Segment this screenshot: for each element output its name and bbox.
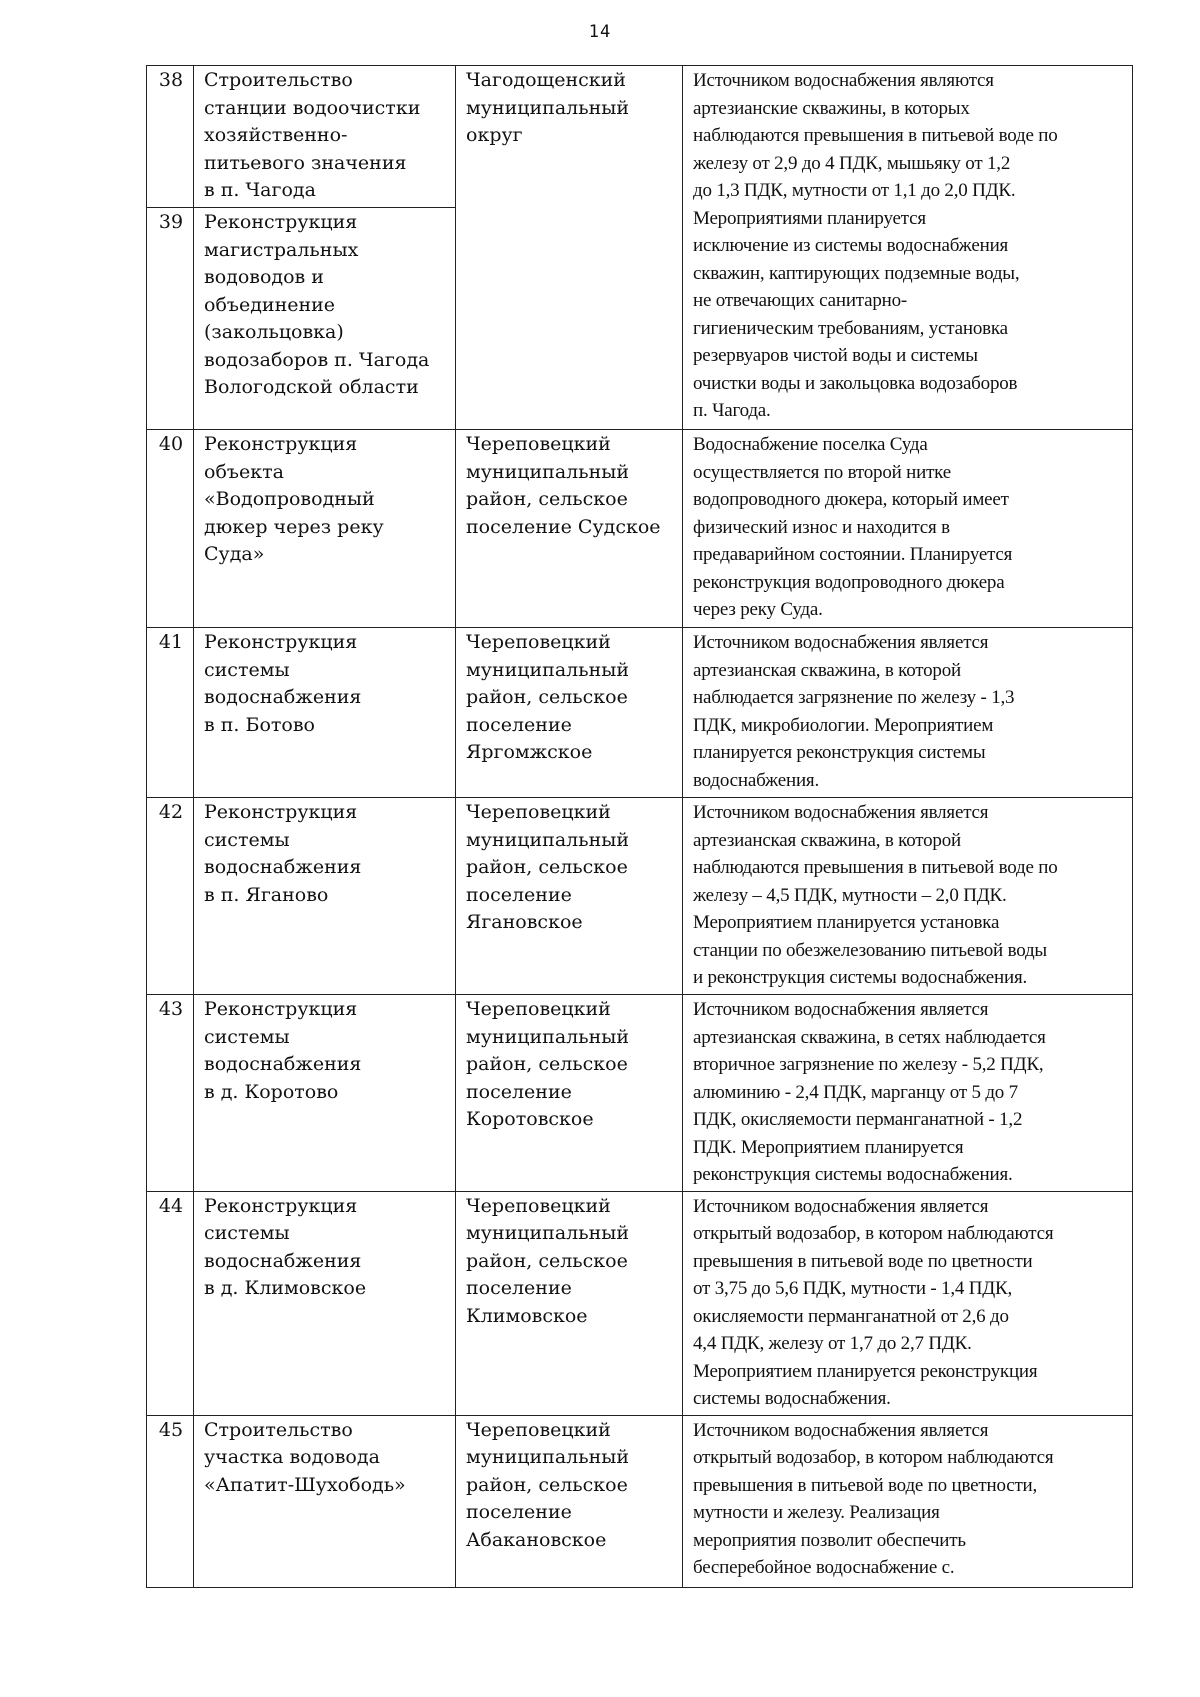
table-row bbox=[147, 995, 1133, 1192]
cell-line: «Водопроводный bbox=[204, 488, 375, 510]
cell-line: наблюдаются превышения в питьевой воде по bbox=[693, 857, 1058, 878]
cell-line: Источником водоснабжения являются bbox=[693, 70, 994, 91]
cell-line: Мероприятиями планируется bbox=[693, 207, 926, 229]
project-name-cell bbox=[194, 798, 456, 995]
cell-line: Мероприятием планируется установка bbox=[693, 912, 1000, 933]
description-cell bbox=[683, 430, 1133, 628]
project-name-cell bbox=[194, 1415, 456, 1587]
cell-line: ПДК. Мероприятием планируется bbox=[693, 1136, 964, 1158]
cell-line: Реконструкция bbox=[204, 211, 358, 233]
cell-line: хозяйственно- bbox=[204, 124, 348, 146]
project-name-cell bbox=[194, 208, 456, 430]
cell-line: артезианская скважина, в которой bbox=[693, 829, 961, 851]
cell-line: в п. Чагода bbox=[204, 179, 316, 201]
cell-line: Абакановское bbox=[466, 1528, 607, 1551]
cell-line: поселение bbox=[466, 1501, 572, 1523]
cell-line: объекта bbox=[204, 460, 284, 483]
cell-line: артезианская скважина, в которой bbox=[693, 659, 961, 681]
cell-line: Суда» bbox=[204, 543, 265, 565]
measures-table bbox=[146, 65, 1133, 1588]
cell-line: мероприятия позволит обеспечить bbox=[693, 1529, 966, 1551]
page-number: 14 bbox=[588, 22, 612, 42]
cell-line: муниципальный bbox=[466, 828, 630, 851]
cell-line: через реку Суда. bbox=[693, 599, 823, 620]
cell-line: питьевого значения bbox=[204, 151, 407, 174]
cell-line: артезианские скважины, в которых bbox=[693, 97, 970, 119]
cell-line: системы bbox=[204, 828, 290, 851]
cell-line: муниципальный bbox=[466, 1222, 630, 1244]
cell-line: мутности и железу. Реализация bbox=[693, 1502, 940, 1523]
description-cell bbox=[683, 1415, 1133, 1587]
cell-line: муниципальный bbox=[466, 658, 630, 681]
cell-line: Источником водоснабжения является bbox=[693, 802, 989, 823]
cell-line: водоснабжения bbox=[204, 686, 362, 708]
cell-line: гигиеническим требованиям, установка bbox=[693, 317, 1008, 339]
cell-line: исключение из системы водоснабжения bbox=[693, 235, 1009, 256]
cell-line: вторичное загрязнение по железу - 5,2 ПДК, bbox=[693, 1054, 1044, 1075]
cell-line: Строительство bbox=[204, 69, 353, 91]
cell-line: муниципальный bbox=[466, 96, 630, 119]
cell-line: ПДК, окисляемости перманганатной - 1,2 bbox=[693, 1109, 1023, 1130]
cell-line: ПДК, микробиологии. Мероприятием bbox=[693, 714, 994, 736]
cell-line: район, сельское bbox=[466, 1249, 628, 1272]
cell-line: водоснабжения bbox=[204, 856, 362, 878]
cell-line: Череповецкий bbox=[466, 1194, 611, 1217]
cell-line: водоснабжения. bbox=[693, 769, 819, 791]
cell-line: водоводов и bbox=[204, 266, 324, 288]
cell-line: открытый водозабор, в котором наблюдаются bbox=[693, 1223, 1054, 1244]
cell-line: реконструкция водопроводного дюкера bbox=[693, 571, 1005, 593]
cell-line: предаварийном состоянии. Планируется bbox=[693, 544, 1013, 565]
cell-line: открытый водозабор, в котором наблюдаются bbox=[693, 1447, 1054, 1468]
project-name-cell bbox=[194, 1191, 456, 1415]
row-number: 38 bbox=[147, 66, 194, 208]
cell-line: алюминию - 2,4 ПДК, марганцу от 5 до 7 bbox=[693, 1081, 1018, 1103]
cell-line: муниципальный bbox=[466, 460, 630, 483]
cell-line: до 1,3 ПДК, мутности от 1,1 до 2,0 ПДК. bbox=[693, 180, 1016, 201]
cell-line: Мероприятием планируется реконструкция bbox=[693, 1360, 1038, 1382]
row-number: 42 bbox=[147, 798, 194, 995]
cell-line: Реконструкция bbox=[204, 998, 358, 1020]
cell-line: Коротовское bbox=[466, 1108, 594, 1130]
description-cell bbox=[683, 995, 1133, 1192]
cell-line: «Апатит-Шухободь» bbox=[204, 1473, 406, 1496]
cell-line: очистки воды и закольцовка водозаборов bbox=[693, 372, 1018, 394]
cell-line: Реконструкция bbox=[204, 801, 358, 823]
cell-line: Череповецкий bbox=[466, 1418, 611, 1441]
cell-line: физический износ и находится в bbox=[693, 516, 950, 538]
municipality-cell bbox=[456, 66, 683, 430]
cell-line: бесперебойное водоснабжение с. bbox=[693, 1557, 955, 1578]
cell-line: железу от 2,9 до 4 ПДК, мышьяку от 1,2 bbox=[693, 152, 1011, 174]
cell-line: наблюдается загрязнение по железу - 1,3 bbox=[693, 687, 1015, 708]
cell-line: Ягановское bbox=[466, 911, 583, 933]
cell-line: Череповецкий bbox=[466, 433, 611, 455]
cell-line: Климовское bbox=[466, 1304, 588, 1327]
description-cell bbox=[683, 798, 1133, 995]
cell-line: резервуаров чистой воды и системы bbox=[693, 345, 978, 366]
cell-line: поселение Судское bbox=[466, 515, 661, 538]
cell-line: (закольцовка) bbox=[204, 321, 344, 343]
table-row bbox=[147, 1191, 1133, 1415]
cell-line: Реконструкция bbox=[204, 631, 358, 653]
municipality-cell bbox=[456, 628, 683, 798]
cell-line: в п. Яганово bbox=[204, 883, 329, 906]
project-name-cell bbox=[194, 628, 456, 798]
cell-line: наблюдаются превышения в питьевой воде по bbox=[693, 125, 1058, 146]
cell-line: не отвечающих санитарно- bbox=[693, 290, 908, 311]
cell-line: район, сельское bbox=[466, 686, 628, 708]
cell-line: район, сельское bbox=[466, 856, 628, 878]
cell-line: Яргомжское bbox=[466, 741, 593, 763]
cell-line: Источником водоснабжения является bbox=[693, 632, 989, 653]
row-number: 41 bbox=[147, 628, 194, 798]
cell-line: поселение bbox=[466, 1080, 572, 1103]
cell-line: превышения в питьевой воде по цветности bbox=[693, 1250, 1033, 1272]
cell-line: и реконструкция системы водоснабжения. bbox=[693, 967, 1028, 988]
table-row bbox=[147, 628, 1133, 798]
cell-line: железу – 4,5 ПДК, мутности – 2,0 ПДК. bbox=[693, 884, 1007, 906]
cell-line: Череповецкий bbox=[466, 631, 611, 653]
municipality-cell bbox=[456, 995, 683, 1192]
cell-line: в д. Коротово bbox=[204, 1080, 339, 1103]
cell-line: в д. Климовское bbox=[204, 1277, 367, 1299]
cell-line: Реконструкция bbox=[204, 1194, 358, 1217]
row-number: 44 bbox=[147, 1191, 194, 1415]
cell-line: системы bbox=[204, 1222, 290, 1244]
cell-line: Водоснабжение поселка Суда bbox=[693, 434, 928, 455]
cell-line: водоснабжения bbox=[204, 1053, 362, 1075]
cell-line: муниципальный bbox=[466, 1446, 630, 1468]
cell-line: в п. Ботово bbox=[204, 713, 315, 736]
cell-line: Источником водоснабжения является bbox=[693, 999, 989, 1020]
cell-line: объединение bbox=[204, 293, 336, 316]
cell-line: системы водоснабжения. bbox=[693, 1388, 891, 1409]
cell-line: район, сельское bbox=[466, 1053, 628, 1075]
cell-line: муниципальный bbox=[466, 1025, 630, 1048]
cell-line: участка водовода bbox=[204, 1446, 380, 1468]
table-row bbox=[147, 66, 1133, 208]
cell-line: Череповецкий bbox=[466, 801, 611, 823]
municipality-cell bbox=[456, 798, 683, 995]
table-row bbox=[147, 1415, 1133, 1587]
municipality-cell bbox=[456, 1191, 683, 1415]
cell-line: Источником водоснабжения является bbox=[693, 1419, 989, 1441]
cell-line: станции по обезжелезованию питьевой воды bbox=[693, 939, 1047, 961]
cell-line: скважин, каптирующих подземные воды, bbox=[693, 262, 1020, 284]
description-cell bbox=[683, 1191, 1133, 1415]
cell-line: Строительство bbox=[204, 1418, 353, 1441]
table-row bbox=[147, 798, 1133, 995]
cell-line: Источником водоснабжения является bbox=[693, 1195, 989, 1217]
cell-line: район, сельское bbox=[466, 1473, 628, 1496]
cell-line: район, сельское bbox=[466, 488, 628, 510]
cell-line: системы bbox=[204, 1025, 290, 1048]
cell-line: реконструкция системы водоснабжения. bbox=[693, 1164, 1013, 1185]
cell-line: Реконструкция bbox=[204, 433, 358, 455]
project-name-cell bbox=[194, 995, 456, 1192]
cell-line: водоснабжения bbox=[204, 1249, 362, 1272]
municipality-cell bbox=[456, 430, 683, 628]
description-cell bbox=[683, 66, 1133, 430]
table-row bbox=[147, 430, 1133, 628]
cell-line: планируется реконструкция системы bbox=[693, 742, 986, 763]
cell-line: п. Чагода. bbox=[693, 400, 771, 421]
description-cell bbox=[683, 628, 1133, 798]
cell-line: Чагодощенский bbox=[466, 69, 626, 91]
cell-line: округ bbox=[466, 124, 523, 146]
cell-line: превышения в питьевой воде по цветности, bbox=[693, 1474, 1038, 1496]
cell-line: станции водоочистки bbox=[204, 96, 421, 119]
cell-line: поселение bbox=[466, 1277, 572, 1299]
cell-line: системы bbox=[204, 658, 290, 681]
cell-line: поселение bbox=[466, 713, 572, 736]
cell-line: артезианская скважина, в сетях наблюдается bbox=[693, 1026, 1046, 1048]
cell-line: осуществляется по второй нитке bbox=[693, 461, 951, 483]
cell-line: Вологодской области bbox=[204, 376, 419, 398]
row-number: 45 bbox=[147, 1415, 194, 1587]
cell-line: окисляемости перманганатной от 2,6 до bbox=[693, 1305, 1009, 1327]
project-name-cell bbox=[194, 66, 456, 208]
cell-line: водозаборов п. Чагода bbox=[204, 348, 430, 371]
project-name-cell bbox=[194, 430, 456, 628]
cell-line: поселение bbox=[466, 883, 572, 906]
cell-line: водопроводного дюкера, который имеет bbox=[693, 489, 1009, 510]
row-number: 39 bbox=[147, 208, 194, 430]
cell-line: дюкер через реку bbox=[204, 515, 384, 538]
cell-line: Череповецкий bbox=[466, 998, 611, 1020]
municipality-cell bbox=[456, 1415, 683, 1587]
row-number: 43 bbox=[147, 995, 194, 1192]
cell-line: магистральных bbox=[204, 238, 359, 261]
cell-line: от 3,75 до 5,6 ПДК, мутности - 1,4 ПДК, bbox=[693, 1278, 1013, 1299]
cell-line: 4,4 ПДК, железу от 1,7 до 2,7 ПДК. bbox=[693, 1333, 972, 1354]
row-number: 40 bbox=[147, 430, 194, 628]
